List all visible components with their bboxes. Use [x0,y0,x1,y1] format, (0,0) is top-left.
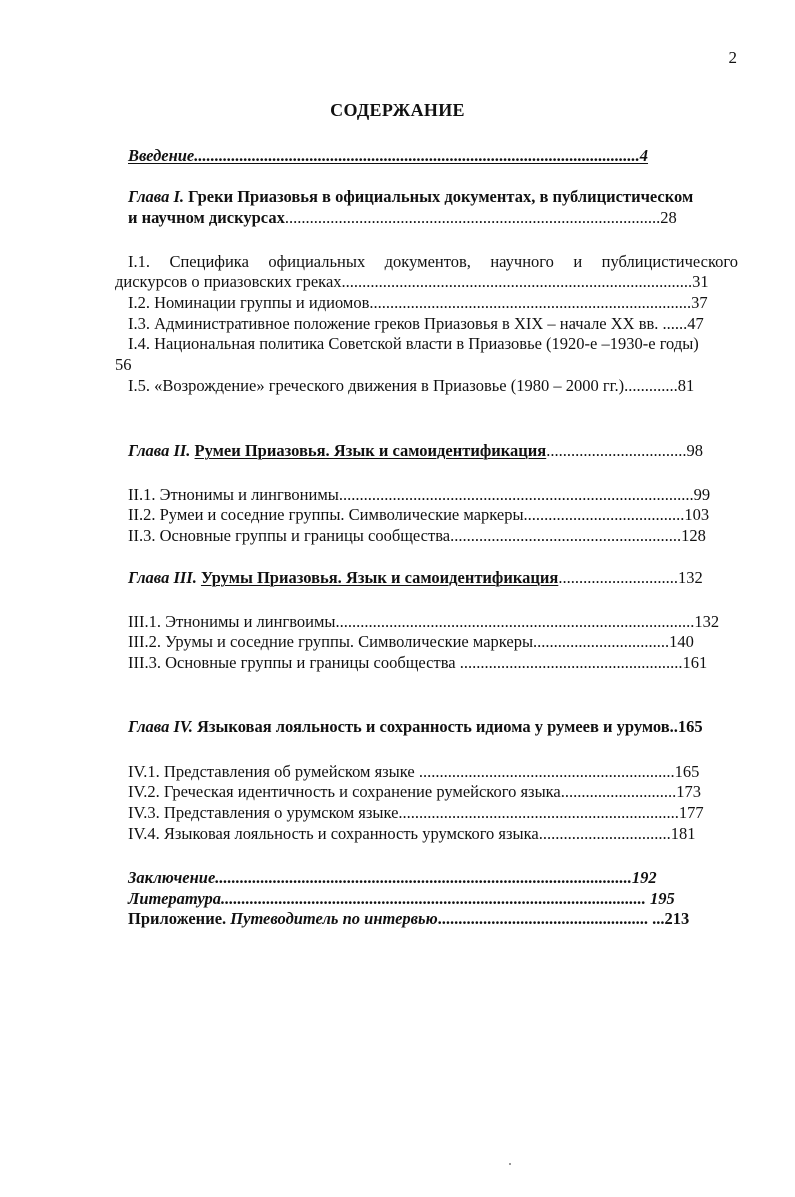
toc-chapter-2-title: Румеи Приазовья. Язык и самоидентификация [194,441,547,460]
toc-section-1-4-line2[interactable]: 56 [115,355,132,374]
toc-appendix[interactable] [128,909,689,929]
toc-chapter-3[interactable] [128,568,703,588]
toc-section-1-3[interactable]: I.3. Административное положение греков Приазовья в XIX – начале XX вв. ......47 [128,314,704,333]
toc-chapter-1-title-line2: и научном дискурсах [128,208,285,227]
toc-section-1-1-line2[interactable]: дискурсов о приазовских греках.....................................................................................31 [115,272,709,291]
toc-chapter-2-leader: ..................................98 [546,441,703,460]
toc-appendix-title: Путеводитель по интервью [230,909,438,928]
toc-chapter-2-label: Глава II. [128,441,191,460]
toc-section-1-5[interactable]: I.5. «Возрождение» греческого движения в Приазовье (1980 – 2000 гг.).............81 [128,376,695,395]
toc-section-4-3[interactable]: IV.3. Представления о урумском языке....................................................................177 [128,803,704,822]
toc-appendix-label: Приложение. [128,909,227,928]
toc-section-2-3[interactable]: II.3. Основные группы и границы сообщества........................................................128 [128,526,706,545]
toc-chapter-3-title: Урумы Приазовья. Язык и самоидентификация [200,568,559,587]
toc-chapter-4[interactable] [128,717,703,737]
toc-chapter-4-label: Глава IV. [128,717,193,736]
toc-section-1-1-line1[interactable]: I.1. Специфика официальных документов, научного и публицистического [128,252,738,271]
toc-chapter-2[interactable] [128,441,703,461]
toc-section-3-3[interactable]: III.3. Основные группы и границы сообщества ......................................................161 [128,653,708,672]
toc-chapter-3-leader: .............................132 [558,568,703,587]
toc-chapter-1-line2[interactable] [128,208,740,228]
toc-section-1-2[interactable]: I.2. Номинации группы и идиомов..............................................................................37 [128,293,708,312]
scan-speck [509,1163,511,1165]
toc-chapter-1-line1[interactable] [128,187,740,207]
toc-chapter-1-leader: ...........................................................................................28 [284,208,677,227]
toc-section-3-2[interactable]: III.2. Урумы и соседние группы. Символические маркеры.................................140 [128,632,694,651]
toc-chapter-1-title-line1: Греки Приазовья в официальных документах, в публицистическом [188,187,694,206]
toc-literature[interactable]: Литература....................................................................................................... 195 [128,889,675,908]
page-number: 2 [728,48,737,67]
toc-section-1-4-line1[interactable]: I.4. Национальная политика Советской власти в Приазовье (1920-е –1930-е годы) [128,334,699,353]
toc-chapter-4-title: Языковая лояльность и сохранность идиома у румеев и урумов..165 [197,717,703,736]
toc-section-3-1[interactable]: III.1. Этнонимы и лингвоимы.......................................................................................132 [128,612,720,631]
toc-chapter-1-label: Глава I. [128,187,184,206]
toc-intro-text: Введение............................................................................................................4 [128,146,649,165]
toc-intro[interactable] [128,146,736,166]
toc-appendix-leader: ................................................... ...213 [437,909,690,928]
page-title: СОДЕРЖАНИЕ [330,100,465,120]
toc-chapter-3-label: Глава III. [128,568,197,587]
toc-section-2-1[interactable]: II.1. Этнонимы и лингвонимы......................................................................................99 [128,485,711,504]
toc-section-4-1[interactable]: IV.1. Представления об румейском языке ..............................................................165 [128,762,700,781]
toc-section-4-4[interactable]: IV.4. Языковая лояльность и сохранность урумского языка................................181 [128,824,696,843]
toc-conclusion[interactable]: Заключение.....................................................................................................192 [128,868,657,887]
toc-section-4-2[interactable]: IV.2. Греческая идентичность и сохранение румейского языка............................173 [128,782,702,801]
toc-section-2-2[interactable]: II.2. Румеи и соседние группы. Символические маркеры.......................................103 [128,505,710,524]
